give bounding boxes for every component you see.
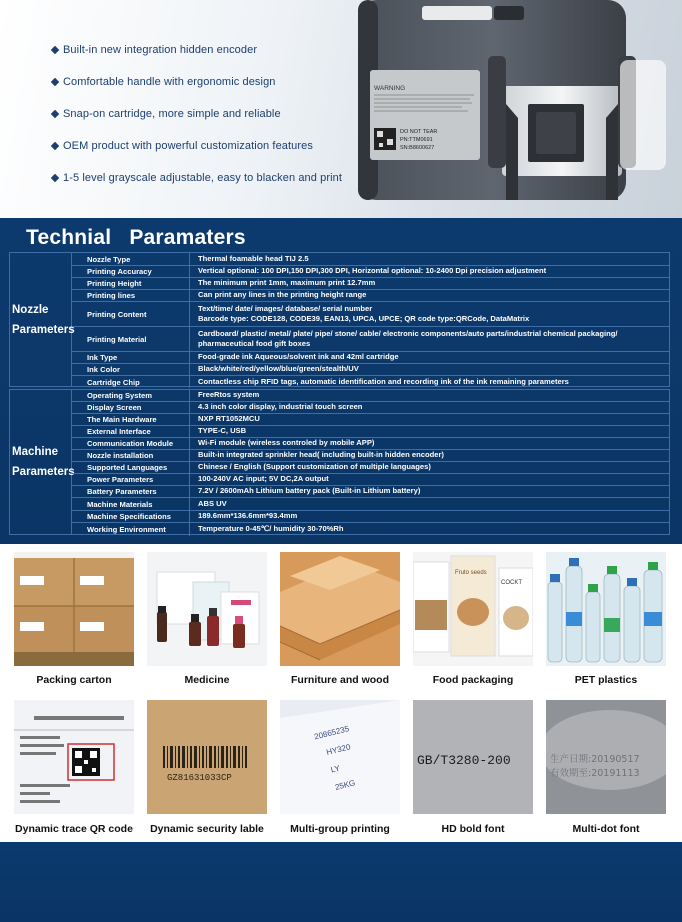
print-line: LY: [329, 763, 341, 775]
woven-bag-photo: [280, 700, 400, 814]
sample-tile-qr-code: [14, 700, 134, 835]
group-label: Machine Parameters: [10, 390, 72, 534]
param-name: Power Parameters: [72, 474, 190, 485]
sample-tile-food-packaging: [413, 552, 533, 686]
bottles-photo: [546, 552, 666, 666]
param-name: Machine Specifications: [72, 511, 190, 522]
param-name: Working Environment: [72, 523, 190, 536]
param-value: Temperature 0-45℃/ humidity 30-70%Rh: [198, 524, 344, 534]
table-row: [72, 511, 669, 523]
param-name: Nozzle installation: [72, 450, 190, 461]
sample-caption: Dynamic trace QR code: [15, 823, 133, 835]
application-gallery: [0, 544, 682, 842]
param-value: 4.3 inch color display, industrial touch screen: [198, 402, 363, 412]
table-row: [72, 474, 669, 486]
param-name: Printing Material: [72, 327, 190, 351]
param-value: Chinese / English (Support customization of multiple languages): [198, 462, 431, 472]
table-row: [72, 462, 669, 474]
diamond-bullet-icon: [51, 78, 59, 86]
param-name: External Interface: [72, 426, 190, 437]
table-row: [72, 352, 669, 364]
medicine-photo: [147, 552, 267, 666]
table-row: [72, 364, 669, 376]
param-name: Ink Color: [72, 364, 190, 375]
table-row: [72, 523, 669, 536]
param-name: Battery Parameters: [72, 486, 190, 497]
table-row: [72, 290, 669, 302]
table-row: [72, 426, 669, 438]
sample-caption: PET plastics: [574, 674, 638, 686]
sample-tile-security-label: [147, 700, 267, 835]
table-row: [72, 253, 669, 266]
dot-print-line: 生产日期:20190517: [550, 754, 640, 765]
param-name: Operating System: [72, 390, 190, 401]
param-name: Cartridge Chip: [72, 376, 190, 388]
qr-code-photo: [14, 700, 134, 814]
printer-device-image: [352, 0, 682, 218]
param-value: Cardboard/ plastic/ metal/ plate/ pipe/ stone/ cable/ electronic components/auto parts/industrial chemical packaging/ pharmaceutical food gift boxes: [198, 328, 618, 348]
param-value: Can print any lines in the printing height range: [198, 290, 367, 300]
param-value: Contactless chip RFID tags, automatic identification and recording ink of the ink remaining parameters: [198, 376, 569, 386]
param-value: 7.2V / 2600mAh Lithium battery pack (Built-in Lithium battery): [198, 486, 421, 496]
dot-print-line: 有效期至:20191113: [550, 768, 640, 779]
param-value: Wi-Fi module (wireless controled by mobile APP): [198, 438, 375, 448]
sample-tile-dot-font: [546, 700, 666, 835]
feature-item: Comfortable handle with ergonomic design: [52, 66, 342, 98]
table-row: [72, 486, 669, 498]
barcode-photo: [147, 700, 267, 814]
param-name: Ink Type: [72, 352, 190, 363]
table-row: [72, 450, 669, 462]
param-name: Supported Languages: [72, 462, 190, 473]
param-value: Text/time/ date/ images/ database/ serial number Barcode type: CODE128, CODE39, EAN13, UPCA, UPCE; QR code type:QRCode, DataMatrix: [198, 303, 530, 323]
param-value: Vertical optional: 100 DPI,150 DPI,300 DPI, Horizontal optional: 10-2400 Dpi precision adjustment: [198, 266, 547, 276]
sample-caption: Medicine: [184, 674, 230, 686]
print-line: 20865235: [313, 724, 351, 742]
diamond-bullet-icon: [51, 142, 59, 150]
table-row: [72, 390, 669, 402]
food-label-text: COCKT: [501, 580, 522, 586]
barcode-number: GZ81631033CP: [167, 773, 232, 783]
param-name: Printing Content: [72, 302, 190, 326]
param-name: Display Screen: [72, 402, 190, 413]
param-value: Built-in integrated sprinkler head( including built-in hidden encoder): [198, 450, 444, 460]
sample-caption: HD bold font: [441, 823, 505, 835]
sample-tile-furniture: [280, 552, 400, 686]
table-row: [72, 402, 669, 414]
device-sn-text: SN:B8600627: [400, 145, 435, 151]
machine-parameters-table: [9, 389, 670, 535]
sample-tile-pet-plastics: [546, 552, 666, 686]
dot-print-photo: [546, 700, 666, 814]
feature-item: OEM product with powerful customization features: [52, 130, 342, 162]
feature-item: Snap-on cartridge, more simple and reliable: [52, 98, 342, 130]
param-value: Black/white/red/yellow/blue/green/stealth/UV: [198, 364, 359, 374]
food-packaging-photo: [413, 552, 533, 666]
sample-caption: Packing carton: [36, 674, 112, 686]
sample-caption: Multi-dot font: [572, 823, 640, 835]
metal-plate-photo: [413, 700, 533, 814]
section-title: Technial Paramaters: [26, 226, 246, 249]
nozzle-parameters-table: [9, 252, 670, 387]
diamond-bullet-icon: [51, 110, 59, 118]
table-row: [72, 266, 669, 278]
table-row: [72, 376, 669, 388]
param-name: Communication Module: [72, 438, 190, 449]
table-row: [72, 302, 669, 327]
sample-caption: Dynamic security lable: [150, 823, 264, 835]
feature-list: [52, 34, 342, 194]
sample-tile-packing-carton: [14, 552, 134, 686]
group-label: Nozzle Parameters: [10, 253, 72, 386]
param-name: Printing Accuracy: [72, 266, 190, 277]
feature-item: Built-in new integration hidden encoder: [52, 34, 342, 66]
param-value: FreeRtos system: [198, 390, 260, 400]
param-name: The Main Hardware: [72, 414, 190, 425]
sample-caption: Furniture and wood: [291, 674, 389, 686]
param-value: Thermal foamable head TIJ 2.5: [198, 253, 309, 263]
param-name: Printing lines: [72, 290, 190, 301]
table-row: [72, 438, 669, 450]
param-name: Nozzle Type: [72, 253, 190, 265]
device-pn-text: PN:TTM0691: [400, 137, 433, 143]
param-name: Machine Materials: [72, 498, 190, 510]
footer-band: [0, 842, 682, 922]
sample-tile-medicine: [147, 552, 267, 686]
wood-photo: [280, 552, 400, 666]
diamond-bullet-icon: [51, 46, 59, 54]
param-value: ABS UV: [198, 498, 227, 508]
sample-tile-bold-font: [413, 700, 533, 835]
print-line: HY320: [325, 742, 352, 757]
hero-banner: [0, 0, 682, 218]
param-value: The minimum print 1mm, maximum print 12.7mm: [198, 278, 376, 288]
table-row: [72, 414, 669, 426]
param-value: 100-240V AC input; 5V DC,2A output: [198, 474, 329, 484]
param-value: Food-grade ink Aqueous/solvent ink and 42ml cartridge: [198, 352, 399, 362]
table-row: [72, 278, 669, 290]
carton-photo: [14, 552, 134, 666]
sample-tile-multi-group: [280, 700, 400, 835]
sample-caption: Food packaging: [432, 674, 514, 686]
table-row: [72, 327, 669, 352]
param-value: TYPE-C, USB: [198, 426, 247, 436]
technical-parameters-section: [0, 218, 682, 544]
param-value: 189.6mm*136.6mm*93.4mm: [198, 511, 298, 521]
device-tear-text: DO NOT TEAR: [400, 129, 438, 135]
device-warning-text: WARNING: [374, 85, 406, 92]
sample-caption: Multi-group printing: [290, 823, 390, 835]
feature-item: 1-5 level grayscale adjustable, easy to blacken and print: [52, 162, 342, 194]
food-label-text: Fruto seeds: [455, 570, 487, 576]
diamond-bullet-icon: [51, 174, 59, 182]
table-row: [72, 498, 669, 511]
print-line: 25KG: [334, 778, 357, 792]
param-name: Printing Height: [72, 278, 190, 289]
bold-print-text: GB/T3280-200: [417, 753, 511, 768]
param-value: NXP RT1052MCU: [198, 414, 260, 424]
